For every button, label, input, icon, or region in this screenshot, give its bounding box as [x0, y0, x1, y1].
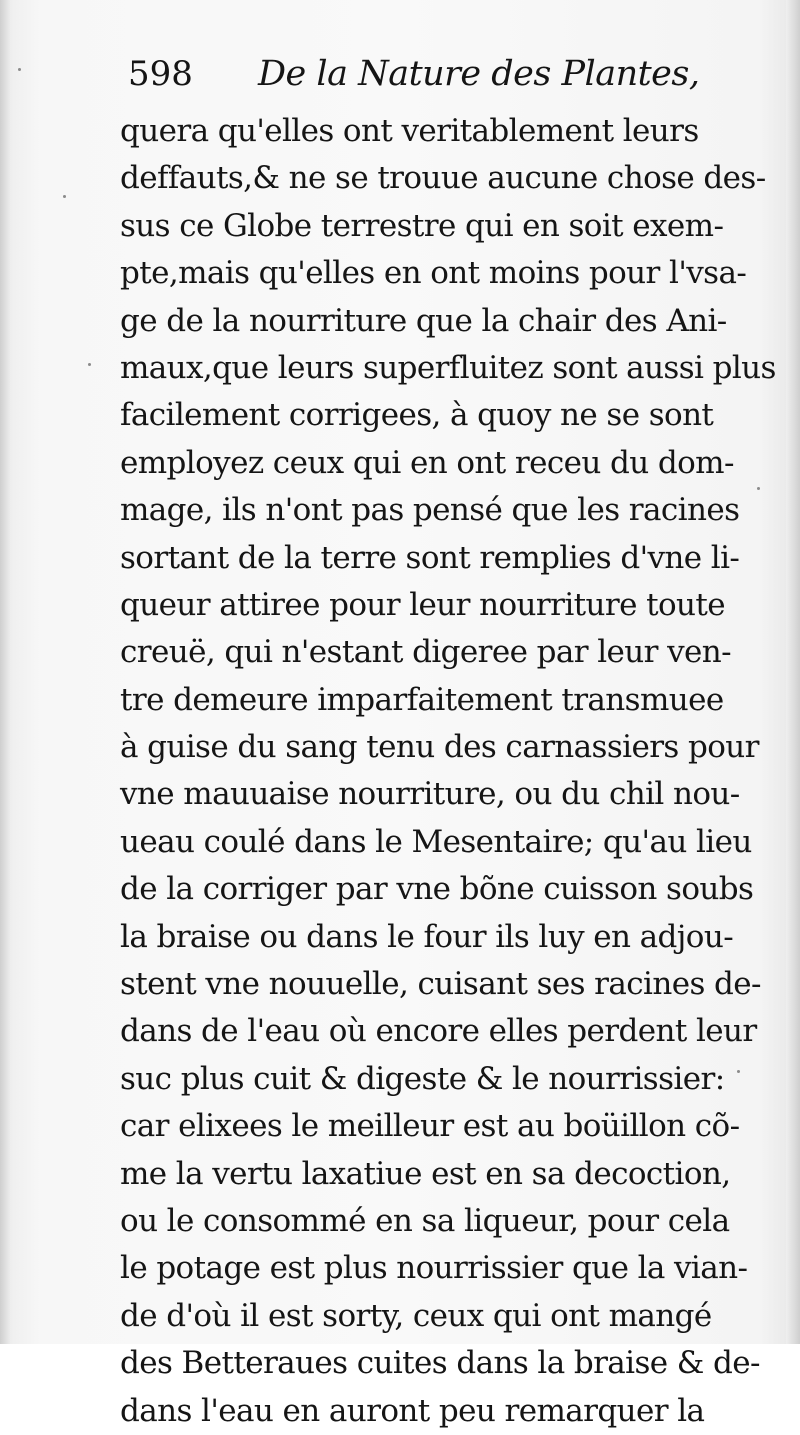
- text-line: des Betteraues cuites dans la braise & de-: [120, 1345, 760, 1382]
- text-line: de d'où il est sorty, ceux qui ont mangé: [120, 1297, 712, 1334]
- text-line: la braise ou dans le four ils luy en adjou-: [120, 918, 734, 955]
- text-line: vne mauuaise nourriture, ou du chil nou-: [120, 776, 740, 813]
- right-page-edge: [786, 0, 800, 1344]
- page-number: 598: [128, 54, 193, 94]
- text-line: stent vne nouuelle, cuisant ses racines de-: [120, 966, 761, 1003]
- running-head: [120, 52, 730, 108]
- text-line: me la vertu laxatiue est en sa decoction,: [120, 1155, 731, 1192]
- text-line: ou le consommé en sa liqueur, pour cela: [120, 1202, 730, 1239]
- paper-speck: [88, 363, 91, 366]
- text-line: creuë, qui n'estant digeree par leur ven-: [120, 634, 731, 671]
- text-line: queur attiree pour leur nourriture toute: [120, 586, 725, 623]
- text-line: quera qu'elles ont veritablement leurs: [120, 113, 699, 149]
- text-line: de la corriger par vne bõne cuisson soubs: [120, 871, 754, 908]
- left-page-edge: [0, 0, 10, 1344]
- text-line: suc plus cuit & digeste & le nourrissier:: [120, 1060, 725, 1097]
- text-line: dans de l'eau où encore elles perdent leur: [120, 1013, 757, 1050]
- text-line: employez ceux qui en ont receu du dom-: [120, 444, 734, 481]
- running-title: De la Nature des Plantes,: [258, 54, 700, 94]
- text-line: tre demeure imparfaitement transmuee: [120, 681, 724, 718]
- text-line: sus ce Globe terrestre qui en soit exem-: [120, 207, 724, 244]
- text-line: sortant de la terre sont remplies d'vne li-: [120, 539, 740, 576]
- body-text: [120, 108, 776, 1435]
- text-line: facilement corrigees, à quoy ne se sont: [120, 397, 714, 434]
- paper-speck: [63, 195, 66, 198]
- text-line: car elixees le meilleur est au boüillon cõ-: [120, 1108, 740, 1145]
- text-line: à guise du sang tenu des carnassiers pour: [120, 729, 759, 766]
- paper-speck: [737, 1070, 740, 1073]
- text-line: deffauts,& ne se trouue aucune chose des-: [120, 160, 766, 197]
- text-line: ueau coulé dans le Mesentaire; qu'au lieu: [120, 823, 752, 860]
- paper-speck: [757, 487, 760, 490]
- text-line: maux,que leurs superfluitez sont aussi plus: [120, 349, 776, 386]
- text-line: dans l'eau en auront peu remarquer la: [120, 1392, 705, 1429]
- book-page-text: [120, 52, 776, 1435]
- text-line: pte,mais qu'elles en ont moins pour l'vsa-: [120, 255, 747, 292]
- text-line: le potage est plus nourrissier que la vian-: [120, 1250, 748, 1287]
- text-line: mage, ils n'ont pas pensé que les racines: [120, 492, 740, 529]
- paper-speck: [18, 68, 21, 71]
- text-line: ge de la nourriture que la chair des Ani-: [120, 302, 727, 339]
